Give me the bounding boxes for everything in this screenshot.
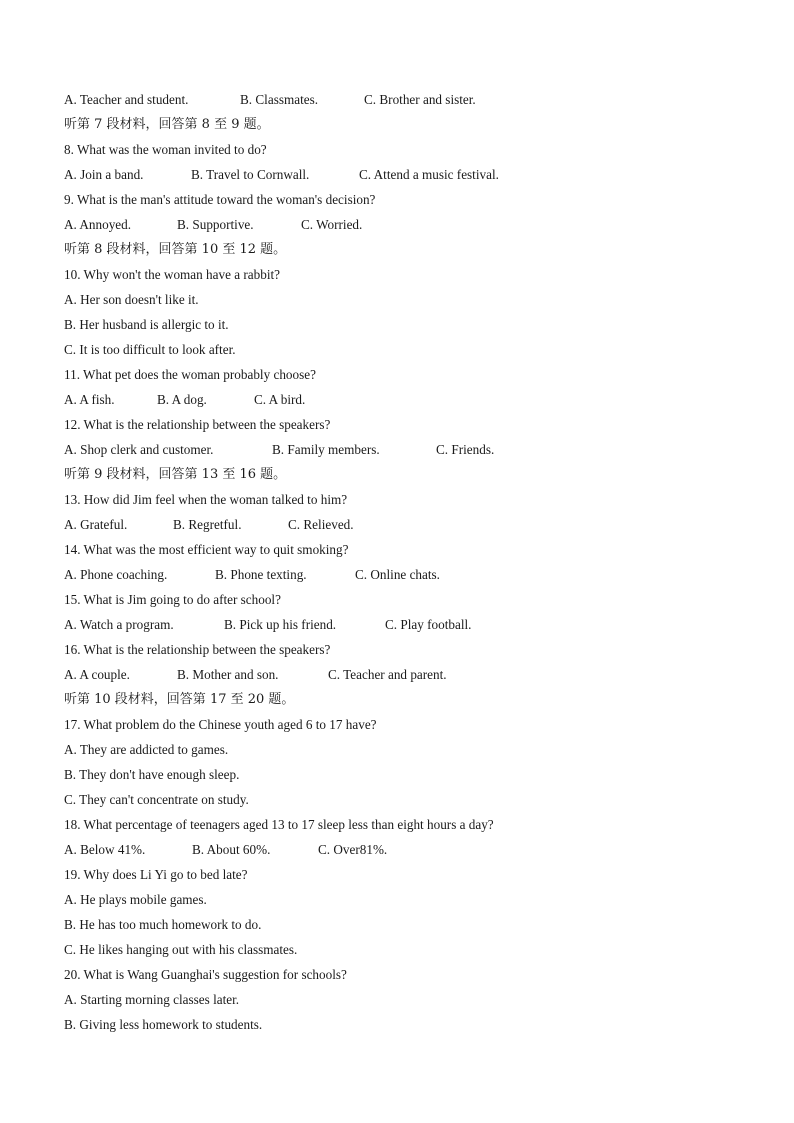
answer-option: C. Over81%. bbox=[318, 842, 388, 857]
answer-option: C. Play football. bbox=[385, 617, 472, 632]
option-row bbox=[64, 837, 744, 862]
question-text: 10. Why won't the woman have a rabbit? bbox=[64, 267, 281, 282]
option-row bbox=[64, 87, 744, 112]
question-text: 18. What percentage of teenagers aged 13 to 17 sleep less than eight hours a day? bbox=[64, 817, 494, 832]
option-row bbox=[64, 512, 744, 537]
answer-option: A. A fish. bbox=[64, 392, 115, 407]
option-row bbox=[64, 612, 744, 637]
answer-option: C. Brother and sister. bbox=[364, 92, 476, 107]
section-heading: 听第 10 段材料，回答第 17 至 20 题。 bbox=[64, 692, 295, 707]
answer-option: C. They can't concentrate on study. bbox=[64, 792, 249, 807]
answer-option: A. Join a band. bbox=[64, 167, 144, 182]
answer-option: B. Classmates. bbox=[240, 92, 319, 107]
answer-option: A. Below 41%. bbox=[64, 842, 146, 857]
option-row bbox=[64, 437, 744, 462]
question-text: 19. Why does Li Yi go to bed late? bbox=[64, 867, 248, 882]
question-text: 9. What is the man's attitude toward the woman's decision? bbox=[64, 192, 376, 207]
answer-option: C. Friends. bbox=[436, 442, 495, 457]
answer-option: C. It is too difficult to look after. bbox=[64, 342, 236, 357]
option-row bbox=[64, 562, 744, 587]
answer-option: A. They are addicted to games. bbox=[64, 742, 229, 757]
question-text: 20. What is Wang Guanghai's suggestion for schools? bbox=[64, 967, 347, 982]
option-row bbox=[64, 662, 744, 687]
answer-option: B. Pick up his friend. bbox=[224, 617, 337, 632]
question-text: 8. What was the woman invited to do? bbox=[64, 142, 267, 157]
answer-option: A. Annoyed. bbox=[64, 217, 132, 232]
question-text: 14. What was the most efficient way to quit smoking? bbox=[64, 542, 349, 557]
answer-option: A. Watch a program. bbox=[64, 617, 174, 632]
answer-option: A. Starting morning classes later. bbox=[64, 992, 240, 1007]
answer-option: B. About 60%. bbox=[192, 842, 271, 857]
answer-option: B. A dog. bbox=[157, 392, 207, 407]
answer-option: C. He likes hanging out with his classmates. bbox=[64, 942, 298, 957]
answer-option: B. He has too much homework to do. bbox=[64, 917, 262, 932]
answer-option: A. Phone coaching. bbox=[64, 567, 168, 582]
answer-option: A. Teacher and student. bbox=[64, 92, 189, 107]
answer-option: A. A couple. bbox=[64, 667, 130, 682]
answer-option: A. He plays mobile games. bbox=[64, 892, 207, 907]
answer-option: B. Family members. bbox=[272, 442, 380, 457]
question-text: 15. What is Jim going to do after school? bbox=[64, 592, 281, 607]
question-text: 12. What is the relationship between the speakers? bbox=[64, 417, 331, 432]
option-row bbox=[64, 212, 744, 237]
section-heading: 听第 7 段材料，回答第 8 至 9 题。 bbox=[64, 117, 270, 132]
question-text: 16. What is the relationship between the speakers? bbox=[64, 642, 331, 657]
section-heading: 听第 9 段材料，回答第 13 至 16 题。 bbox=[64, 467, 287, 482]
answer-option: A. Grateful. bbox=[64, 517, 128, 532]
answer-option: B. Giving less homework to students. bbox=[64, 1017, 263, 1032]
answer-option: B. Supportive. bbox=[177, 217, 254, 232]
section-heading: 听第 8 段材料，回答第 10 至 12 题。 bbox=[64, 242, 287, 257]
question-text: 13. How did Jim feel when the woman talked to him? bbox=[64, 492, 348, 507]
answer-option: A. Her son doesn't like it. bbox=[64, 292, 199, 307]
option-row bbox=[64, 387, 744, 412]
answer-option: C. Worried. bbox=[301, 217, 363, 232]
exam-page bbox=[64, 87, 744, 1037]
answer-option: B. Travel to Cornwall. bbox=[191, 167, 310, 182]
answer-option: B. Phone texting. bbox=[215, 567, 307, 582]
answer-option: B. Her husband is allergic to it. bbox=[64, 317, 229, 332]
answer-option: C. A bird. bbox=[254, 392, 306, 407]
option-row bbox=[64, 162, 744, 187]
question-text: 11. What pet does the woman probably choose? bbox=[64, 367, 316, 382]
answer-option: B. Mother and son. bbox=[177, 667, 279, 682]
question-text: 17. What problem do the Chinese youth aged 6 to 17 have? bbox=[64, 717, 377, 732]
answer-option: C. Attend a music festival. bbox=[359, 167, 499, 182]
answer-option: C. Teacher and parent. bbox=[328, 667, 447, 682]
answer-option: B. They don't have enough sleep. bbox=[64, 767, 240, 782]
answer-option: C. Relieved. bbox=[288, 517, 354, 532]
answer-option: B. Regretful. bbox=[173, 517, 242, 532]
answer-option: C. Online chats. bbox=[355, 567, 440, 582]
answer-option: A. Shop clerk and customer. bbox=[64, 442, 214, 457]
